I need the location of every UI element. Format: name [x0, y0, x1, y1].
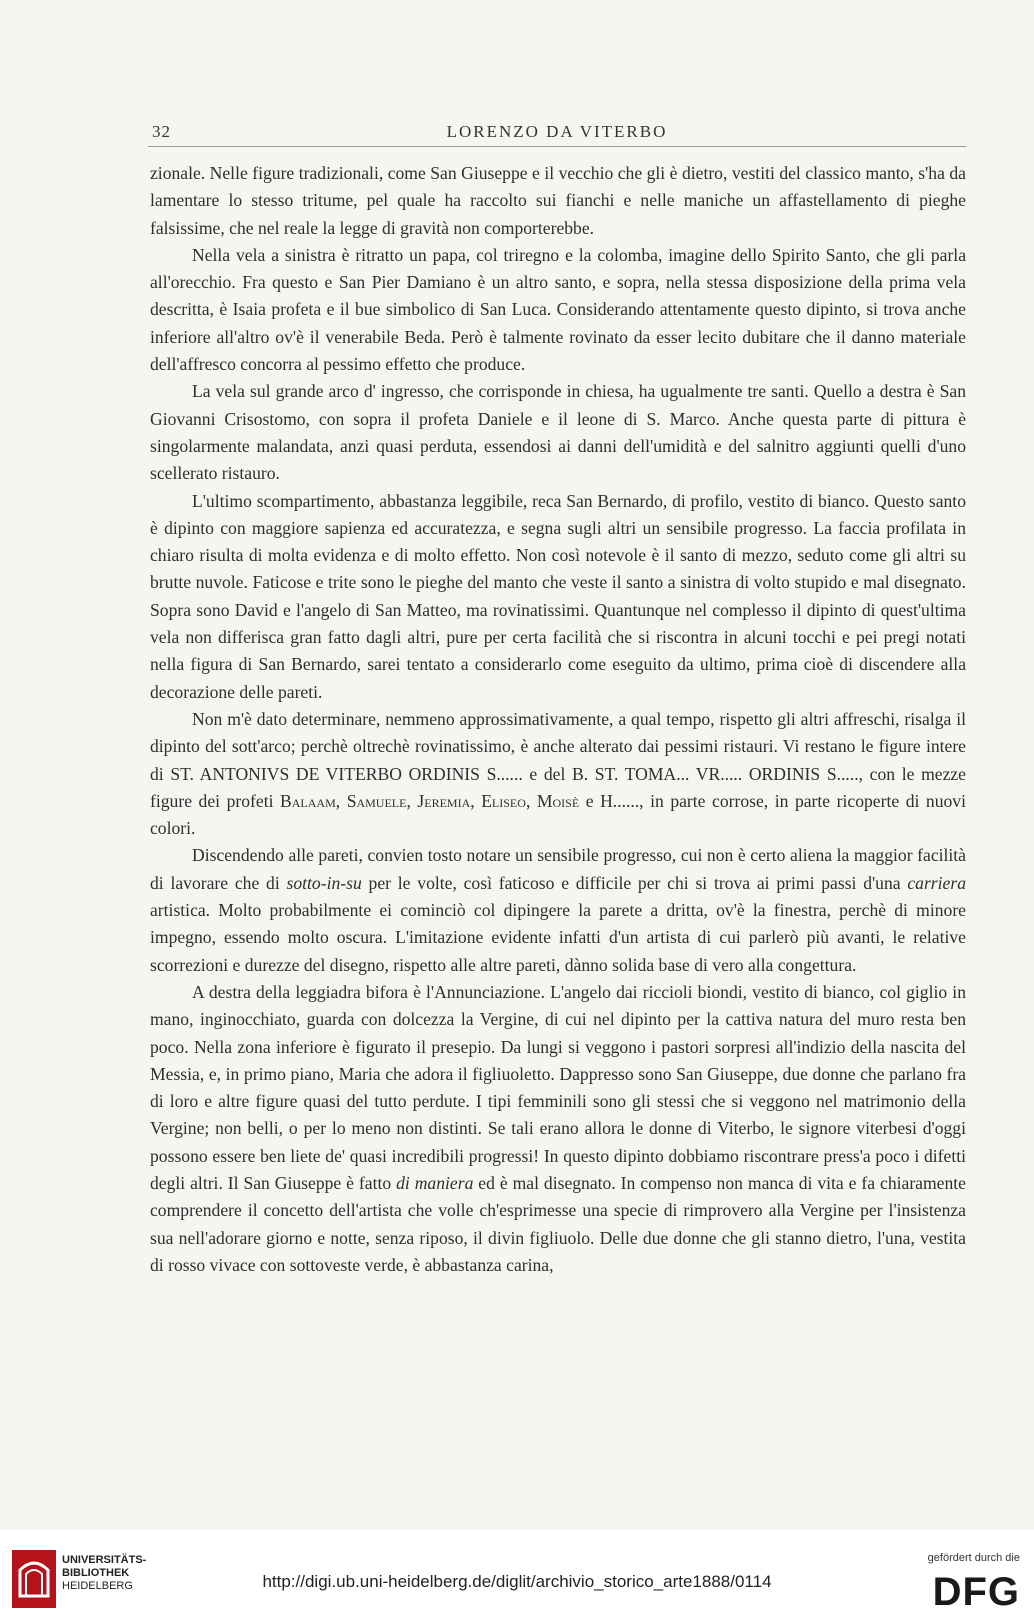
prophet-name: Eliseo: [481, 790, 526, 811]
page-header: [148, 118, 966, 147]
permalink-url[interactable]: http://digi.ub.uni-heidelberg.de/diglit/archivio_storico_arte1888/0114: [262, 1572, 772, 1591]
prophet-name: Samuele: [346, 790, 407, 811]
paragraph: L'ultimo scompartimento, abbastanza leggibile, reca San Bernardo, di profilo, vestito di bianco. Questo santo è dipinto con maggiore sapienza ed accuratezza, e segna sugli altri un sensibile progresso. La faccia profilata in chiaro risulta di molta evidenza e di molto effetto. Non così notevole è il santo di mezzo, seduto come gli altri su brutte nuvole. Faticose e trite sono le pieghe del manto che veste il santo a sinistra di volto stupido e mal disegnato. Sopra sono David e l'angelo di San Matteo, ma rovinatissimi. Quantunque nel complesso il dipinto di quest'ultima vela non differisca gran fatto dagli altri, pure per certa facilità che si riscontra in alcuni tocchi e pei pregi notati nella figura di San Bernardo, sarei tentato a considerarlo come eseguito da ultimo, prima cioè di discendere alla decorazione delle pareti.: [150, 490, 966, 702]
paragraph: Nella vela a sinistra è ritratto un papa, col triregno e la colomba, imagine dello Spirito Santo, che gli parla all'orecchio. Fra questo e San Pier Damiano è un altro santo, e sopra, nella stessa disposizione della prima vela descritta, è Isaia profeta e il bue simbolico di San Luca. Considerando attentamente questo dipinto, si trova anche inferiore all'altro ov'è il venerabile Beda. Però è talmente rovinato da esser lecito dubitare che il danno materiale dell'affresco concorra al pessimo effetto che produce.: [150, 244, 966, 375]
paragraph: Non m'è dato determinare, nemmeno approssimativamente, a qual tempo, rispetto gli altri affreschi, risalga il dipinto del sott'arco; perchè oltrechè rovinatissimo, è anche alterato dai pessimi ristauri. Vi restano le figure intere di ST. ANTONIVS DE VITERBO ORDINIS S...... e del B. ST. TOMA... VR..... ORDINIS S....., con le mezze figure dei profeti Balaam, Samuele, Jeremia, Eliseo, Moisè e H......, in parte corrose, in parte ricoperte di nuovi colori.: [150, 708, 966, 839]
paragraph: Discendendo alle pareti, convien tosto notare un sensibile progresso, cui non è certo aliena la maggior facilità di lavorare che di sotto-in-su per le volte, così faticoso e difficile per chi si trova ai primi passi d'una carriera artistica. Molto probabilmente ei cominciò col dipingere la parete a dritta, ov'è la finestra, perchè di minore impegno, essendo molto oscura. L'imitazione evidente infatti d'un artista di cui parlerò più avanti, le relative scorrezioni e durezze del disegno, rispetto alle altre pareti, dànno solida base di vero alla congettura.: [150, 845, 966, 975]
running-title: LORENZO DA VITERBO: [446, 122, 668, 141]
dfg-logo: DFG: [932, 1570, 1020, 1614]
paragraph: La vela sul grande arco d' ingresso, che corrisponde in chiesa, ha ugualmente tre santi. Quello a destra è San Giovanni Crisostomo, con sopra il profeta Daniele e il leone di S. Marco. Anche questa parte di pittura è singolarmente malandata, anzi quasi perduta, essendosi ai danni dell'umidità e del salnitro aggiunti quelli d'uno scellerato ristauro.: [150, 381, 966, 484]
page-number: 32: [152, 122, 171, 141]
prophet-name: Moisè: [536, 790, 580, 811]
italic-term: carriera: [907, 872, 966, 893]
library-name: UNIVERSITÄTS- BIBLIOTHEK HEIDELBERG: [62, 1554, 147, 1592]
prophet-name: Balaam: [280, 790, 336, 811]
body-text: [150, 160, 966, 1279]
italic-term: di maniera: [396, 1172, 474, 1193]
italic-term: sotto-in-su: [286, 872, 362, 893]
paragraph: A destra della leggiadra bifora è l'Annunciazione. L'angelo dai riccioli biondi, vestito di bianco, col giglio in mano, inginocchiato, guarda con dolcezza la Vergine, di cui nel dipinto per la cattiva natura del muro resta ben poco. Nella zona inferiore è figurato il presepio. Da lungi si veggono i pastori sorpresi all'indizio della nascita del Messia, e, in primo piano, Maria che adora il figliuoletto. Dappresso sono San Giuseppe, due donne che parlano fra di loro e altre figure quasi del tutto perdute. I tipi femminili sono gli stessi che si veggono nel matrimonio della Vergine; non belli, o per lo meno non distinti. Se tali erano allora le donne di Viterbo, le signore viterbesi d'oggi possono essere ben liete de' quasi incredibili progressi! In questo dipinto dobbiamo riscontrare press'a poco i difetti degli altri. Il San Giuseppe è fatto di maniera ed è mal disegnato. In compenso non manca di vita e fa chiaramente comprendere il concetto dell'artista che volle ch'esprimesse una specie di rimprovero alla Vergine per l'insistenza sua nell'adorare giorno e notte, senza riposo, il divin figliuolo. Delle due donne che gli stanno dietro, l'una, vestita di rosso vivace con sottoveste verde, è abbastanza carina,: [150, 981, 966, 1275]
prophet-name: Jeremia: [417, 790, 471, 811]
digitization-footer: [0, 1530, 1034, 1624]
funding-note: gefördert durch die: [927, 1552, 1020, 1564]
paragraph: zionale. Nelle figure tradizionali, come San Giuseppe e il vecchio che gli è dietro, vestiti del classico manto, s'ha da lamentare lo stesso tritume, pel quale ha raccolto sui fianchi e nelle maniche un affastellamento di pieghe falsissime, che nel reale la legge di gravità non comporterebbe.: [150, 163, 966, 238]
